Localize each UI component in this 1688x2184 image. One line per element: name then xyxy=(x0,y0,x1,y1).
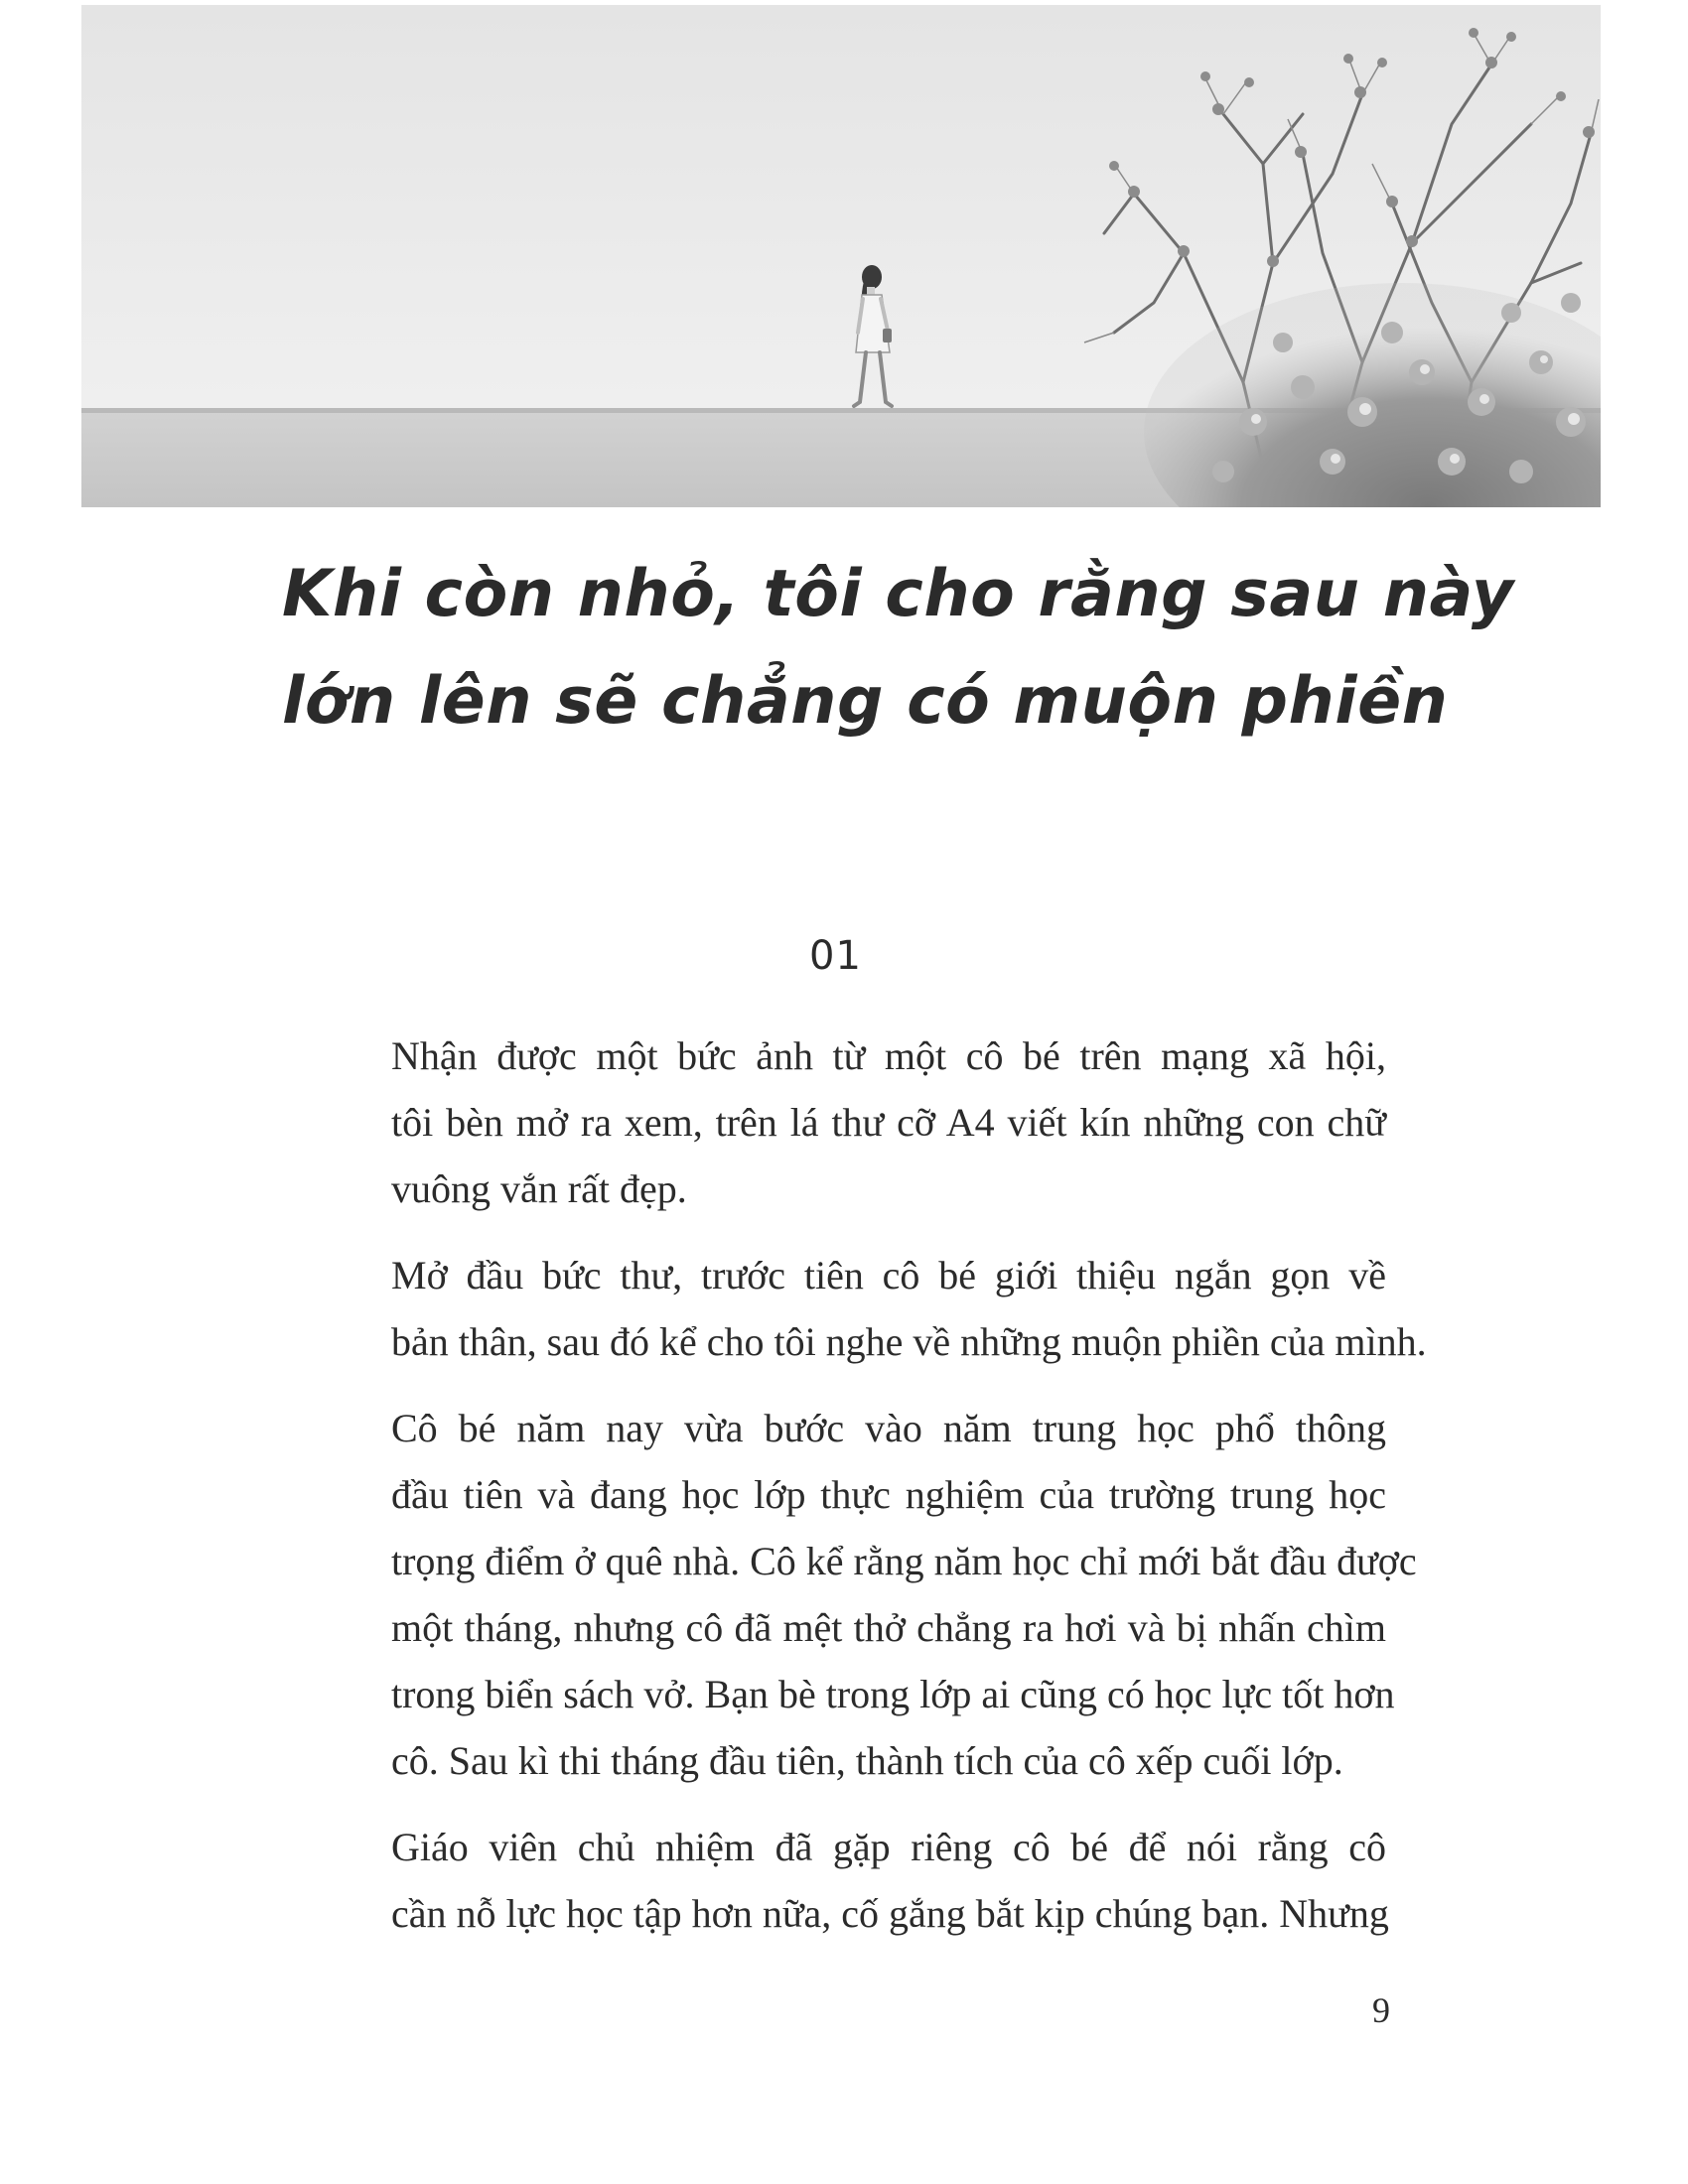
paragraph xyxy=(282,1242,1427,1375)
paragraph xyxy=(282,1395,1417,1794)
text-line: tôi bèn mở ra xem, trên lá thư cỡ A4 viết kín những con chữ xyxy=(391,1100,1386,1145)
text-line: một tháng, nhưng cô đã mệt thở chẳng ra hơi và bị nhấn chìm xyxy=(391,1605,1386,1650)
text-line: đầu tiên và đang học lớp thực nghiệm của trường trung học xyxy=(391,1472,1386,1517)
text-line: cô. Sau kì thi tháng đầu tiên, thành tích của cô xếp cuối lớp. xyxy=(391,1738,1343,1783)
body-text xyxy=(282,1023,1427,1967)
chapter-title xyxy=(282,541,1514,755)
paragraph xyxy=(282,1023,1386,1222)
chapter-title-line: lớn lên sẽ chẳng có muộn phiền xyxy=(282,664,1449,739)
text-line: Giáo viên chủ nhiệm đã gặp riêng cô bé để nói rằng cô xyxy=(391,1825,1386,1869)
text-line: Mở đầu bức thư, trước tiên cô bé giới thiệu ngắn gọn về xyxy=(391,1253,1386,1297)
chapter-title-line: Khi còn nhỏ, tôi cho rằng sau này xyxy=(282,557,1514,631)
page-number: 9 xyxy=(1372,1990,1390,2030)
woman-walking-on-wall-icon xyxy=(81,5,1601,507)
text-line: Cô bé năm nay vừa bước vào năm trung học phổ thông xyxy=(391,1406,1386,1450)
text-line: trong biển sách vở. Bạn bè trong lớp ai cũng có học lực tốt hơn xyxy=(391,1672,1395,1716)
section-number: 01 xyxy=(809,933,862,979)
paragraph xyxy=(282,1814,1389,1947)
text-line: trọng điểm ở quê nhà. Cô kể rằng năm học chỉ mới bắt đầu được xyxy=(391,1539,1417,1583)
text-line: Nhận được một bức ảnh từ một cô bé trên mạng xã hội, xyxy=(391,1033,1386,1078)
text-line: cần nỗ lực học tập hơn nữa, cố gắng bắt kịp chúng bạn. Nhưng xyxy=(391,1891,1389,1936)
header-photo xyxy=(81,5,1601,507)
text-line: bản thân, sau đó kể cho tôi nghe về những muộn phiền của mình. xyxy=(391,1319,1427,1364)
text-line: vuông vắn rất đẹp. xyxy=(391,1166,687,1211)
